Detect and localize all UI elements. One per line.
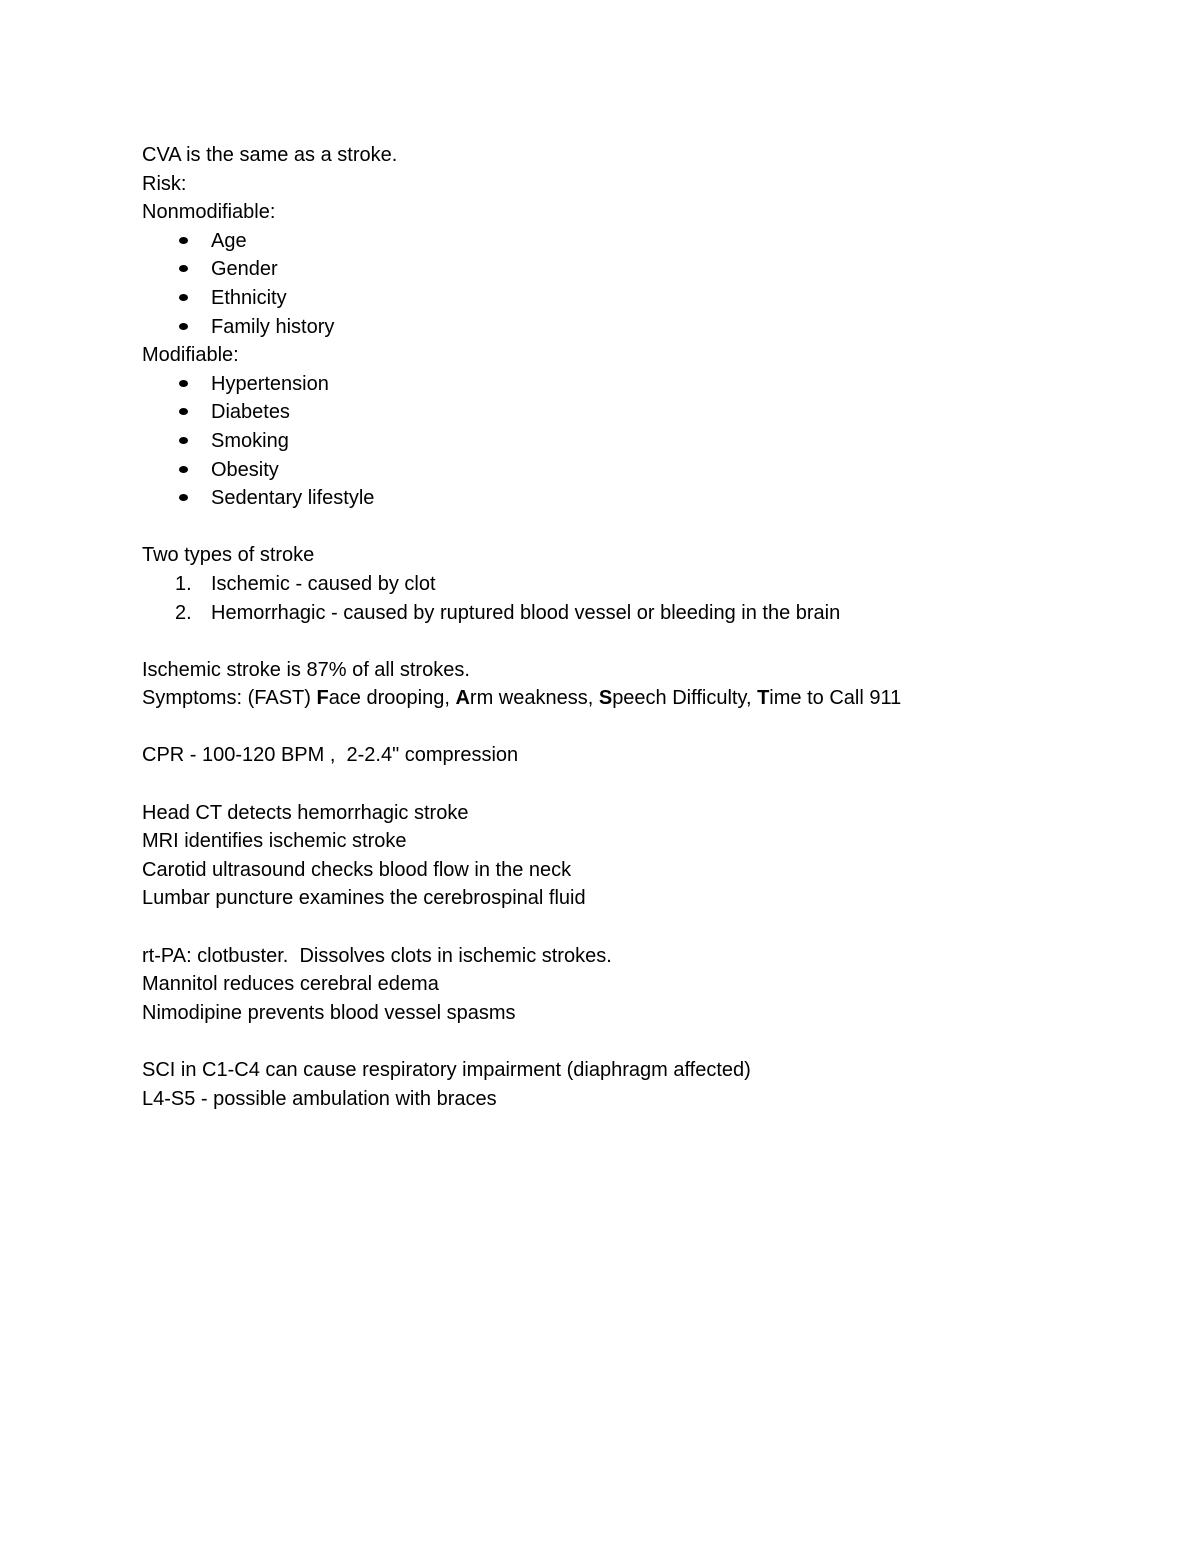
- nonmodifiable-list: [142, 227, 1102, 341]
- diagnostic-line: Head CT detects hemorrhagic stroke: [142, 801, 469, 824]
- medication-line: Nimodipine prevents blood vessel spasms: [142, 1001, 516, 1024]
- bullet-icon: [179, 408, 188, 415]
- list-item: 1. Ischemic - caused by clot: [175, 572, 436, 595]
- medication-line: rt-PA: clotbuster. Dissolves clots in ischemic strokes.: [142, 944, 612, 967]
- stroke-types-list: [142, 570, 1102, 627]
- intro-line: CVA is the same as a stroke.: [142, 144, 398, 166]
- bullet-icon: [179, 294, 188, 301]
- ischemic-stat: Ischemic stroke is 87% of all strokes.: [142, 658, 470, 681]
- cpr-line: CPR - 100-120 BPM , 2-2.4" compression: [142, 744, 519, 767]
- list-item: Gender: [142, 255, 1102, 284]
- bullet-icon: [179, 323, 188, 330]
- risk-label: Risk:: [142, 172, 187, 195]
- list-item: Age: [142, 227, 1102, 256]
- sci-line: L4-S5 - possible ambulation with braces: [142, 1087, 497, 1110]
- document-body: [142, 141, 1102, 1113]
- list-item: Obesity: [142, 456, 1102, 485]
- diagnostic-line: Lumbar puncture examines the cerebrospinal fluid: [142, 887, 586, 910]
- list-item: Diabetes: [142, 398, 1102, 427]
- diagnostic-line: Carotid ultrasound checks blood flow in the neck: [142, 858, 572, 881]
- nonmodifiable-label: Nonmodifiable:: [142, 201, 276, 224]
- spacer: [142, 713, 1102, 742]
- types-heading: Two types of stroke: [142, 544, 315, 567]
- medication-line: Mannitol reduces cerebral edema: [142, 973, 439, 996]
- bullet-icon: [179, 237, 188, 244]
- bullet-icon: [179, 380, 188, 387]
- bullet-icon: [179, 466, 188, 473]
- diagnostic-line: MRI identifies ischemic stroke: [142, 830, 407, 853]
- sci-line: SCI in C1-C4 can cause respiratory impairment (diaphragm affected): [142, 1059, 751, 1081]
- bullet-icon: [179, 494, 188, 501]
- symptoms-line: Symptoms: (FAST) Face drooping, Arm weakness, Speech Difficulty, Time to Call 911: [142, 687, 902, 710]
- modifiable-label: Modifiable:: [142, 344, 239, 367]
- modifiable-list: [142, 370, 1102, 513]
- list-item: Sedentary lifestyle: [142, 484, 1102, 513]
- bullet-icon: [179, 265, 188, 272]
- list-item: Family history: [142, 313, 1102, 342]
- list-item: Hypertension: [142, 370, 1102, 399]
- spacer: [142, 770, 1102, 799]
- list-item: Ethnicity: [142, 284, 1102, 313]
- list-item: Smoking: [142, 427, 1102, 456]
- bullet-icon: [179, 437, 188, 444]
- spacer: [142, 627, 1102, 656]
- list-item: 2. Hemorrhagic - caused by ruptured blood vessel or bleeding in the brain: [175, 601, 841, 624]
- spacer: [142, 913, 1102, 942]
- spacer: [142, 513, 1102, 542]
- spacer: [142, 1027, 1102, 1056]
